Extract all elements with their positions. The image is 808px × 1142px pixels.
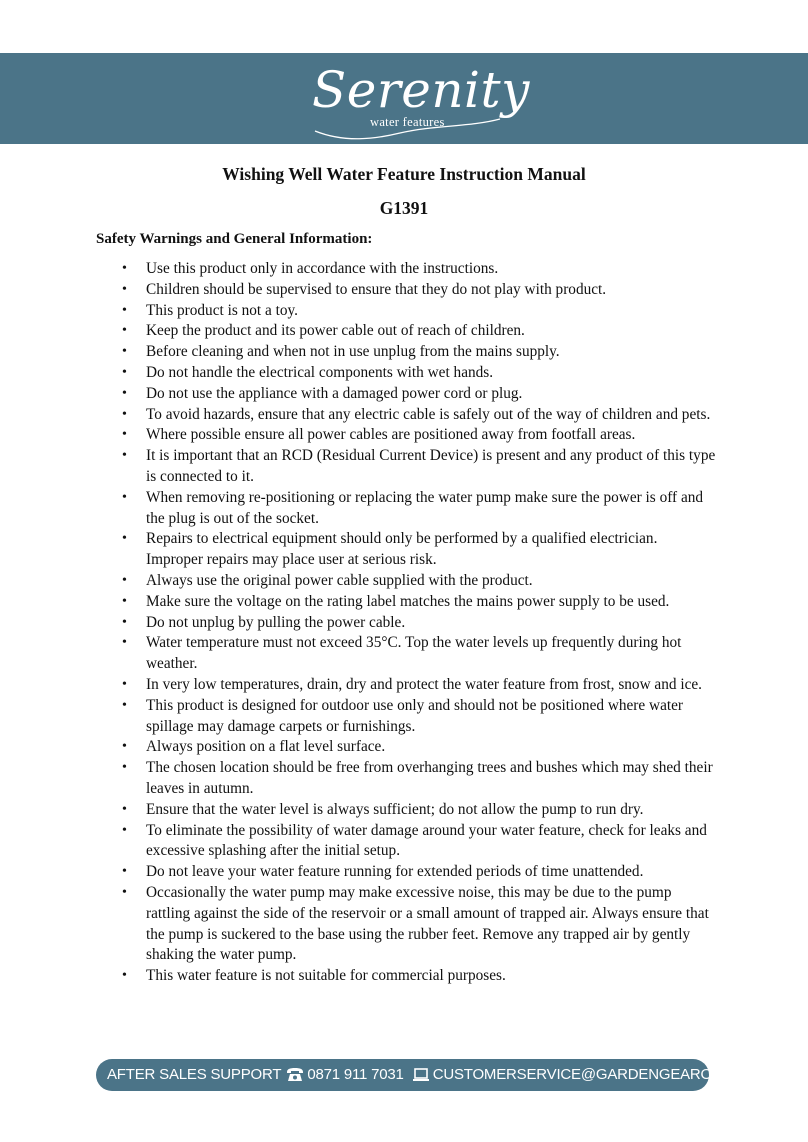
bullet-icon: •	[122, 968, 127, 984]
warning-text: Ensure that the water level is always sufficient; do not allow the pump to run dry.	[146, 800, 644, 818]
warning-text: Keep the product and its power cable out of reach of children.	[146, 322, 525, 340]
warning-item	[96, 592, 716, 613]
bullet-icon: •	[122, 822, 127, 838]
bullet-icon: •	[122, 593, 127, 609]
warning-text: Where possible ensure all power cables are positioned away from footfall areas.	[146, 426, 636, 444]
warning-item	[96, 883, 716, 966]
bullet-icon: •	[122, 739, 127, 755]
bullet-icon: •	[122, 385, 127, 401]
warning-item	[96, 384, 716, 405]
bullet-icon: •	[122, 261, 127, 276]
bullet-icon: •	[122, 489, 127, 505]
warning-text: In very low temperatures, drain, dry and protect the water feature from frost, snow and ice.	[146, 675, 702, 693]
warning-item	[96, 862, 716, 883]
warning-item	[96, 737, 716, 758]
warning-item	[96, 280, 716, 301]
bullet-icon: •	[122, 614, 127, 630]
warning-item	[96, 301, 716, 322]
warning-item	[96, 488, 716, 530]
bullet-icon: •	[122, 676, 127, 692]
warning-text: Do not use the appliance with a damaged power cord or plug.	[146, 384, 523, 402]
document-title: Wishing Well Water Feature Instruction Manual	[222, 164, 586, 184]
support-phone[interactable]: 0871 911 7031	[307, 1066, 404, 1083]
support-email[interactable]: CUSTOMERSERVICE@GARDENGEARONLINE.CO.UK	[432, 1066, 806, 1083]
warning-item	[96, 446, 716, 488]
support-label: AFTER SALES SUPPORT	[107, 1066, 282, 1083]
warning-item	[96, 571, 716, 592]
warning-text: Children should be supervised to ensure that they do not play with product.	[146, 280, 607, 298]
after-sales-support-bar	[96, 1059, 806, 1091]
warning-item	[96, 613, 716, 634]
warning-item	[96, 342, 716, 363]
warning-text: Occasionally the water pump may make excessive noise, this may be due to the pump rattling against the side of the reservoir or a small amount of trapped air. Always ensure that the pump is suckered to the base using the rubber feet. Remove any trapped air by gently shaking the water pump.	[146, 883, 709, 964]
warning-text: Do not leave your water feature running for extended periods of time unattended.	[146, 863, 644, 881]
laptop-icon	[412, 1067, 430, 1083]
bullet-icon: •	[122, 635, 127, 651]
warning-item	[96, 966, 716, 987]
header-band	[0, 53, 808, 144]
warning-item	[96, 675, 716, 696]
warning-text: To eliminate the possibility of water damage around your water feature, check for leaks and excessive splashing after the initial setup.	[146, 821, 707, 860]
bullet-icon: •	[122, 448, 127, 464]
warning-text: When removing re-positioning or replacing the water pump make sure the power is off and the plug is out of the socket.	[146, 488, 704, 527]
warning-item	[96, 425, 716, 446]
warning-item	[96, 758, 716, 800]
warning-text: Use this product only in accordance with the instructions.	[146, 260, 499, 277]
warning-text: This product is designed for outdoor use only and should not be positioned where water spillage may damage carpets or furnishings.	[146, 696, 683, 735]
logo-subtitle: water features	[370, 115, 445, 129]
serenity-logo	[0, 53, 808, 144]
warning-text: Do not unplug by pulling the power cable.	[146, 613, 406, 631]
warning-item	[96, 259, 716, 280]
bullet-icon: •	[122, 864, 127, 880]
warning-item	[96, 800, 716, 821]
bullet-icon: •	[122, 531, 127, 547]
bullet-icon: •	[122, 572, 127, 588]
bullet-icon: •	[122, 281, 127, 297]
bullet-icon: •	[122, 364, 127, 380]
warning-text: This product is not a toy.	[146, 301, 298, 319]
warning-text: Make sure the voltage on the rating label matches the mains power supply to be used.	[146, 592, 670, 610]
warning-text: Always use the original power cable supplied with the product.	[146, 571, 533, 589]
section-heading: Safety Warnings and General Information:	[96, 231, 373, 247]
safety-warnings-list	[96, 259, 716, 987]
warning-text: It is important that an RCD (Residual Current Device) is present and any product of this type is connected to it.	[146, 447, 716, 485]
bullet-icon: •	[122, 760, 127, 776]
bullet-icon: •	[122, 344, 127, 360]
bullet-icon: •	[122, 427, 127, 443]
warning-item	[96, 633, 716, 675]
warning-item	[96, 821, 716, 863]
bullet-icon: •	[122, 406, 127, 422]
warning-item	[96, 529, 716, 571]
warning-item	[96, 405, 716, 426]
warning-text: Repairs to electrical equipment should only be performed by a qualified electrician. Improper repairs may place user at serious risk.	[146, 530, 658, 569]
bullet-icon: •	[122, 323, 127, 339]
warning-text: The chosen location should be free from overhanging trees and bushes which may shed their leaves in autumn.	[146, 759, 713, 797]
product-code: G1391	[379, 198, 429, 218]
warning-text: Do not handle the electrical components with wet hands.	[146, 363, 494, 381]
warning-text: Water temperature must not exceed 35°C. Top the water levels up frequently during hot weather.	[146, 634, 682, 673]
logo-text: Serenity	[312, 61, 530, 119]
warning-text: This water feature is not suitable for commercial purposes.	[146, 967, 506, 985]
warning-item	[96, 696, 716, 738]
warning-item	[96, 363, 716, 384]
warning-item	[96, 321, 716, 342]
bullet-icon: •	[122, 801, 127, 817]
telephone-icon	[286, 1067, 304, 1083]
bullet-icon: •	[122, 302, 127, 318]
warning-text: Before cleaning and when not in use unplug from the mains supply.	[146, 343, 560, 361]
bullet-icon: •	[122, 697, 127, 713]
warning-text: To avoid hazards, ensure that any electric cable is safely out of the way of children and pets.	[146, 405, 711, 423]
warning-text: Always position on a flat level surface.	[146, 738, 386, 756]
bullet-icon: •	[122, 884, 127, 900]
